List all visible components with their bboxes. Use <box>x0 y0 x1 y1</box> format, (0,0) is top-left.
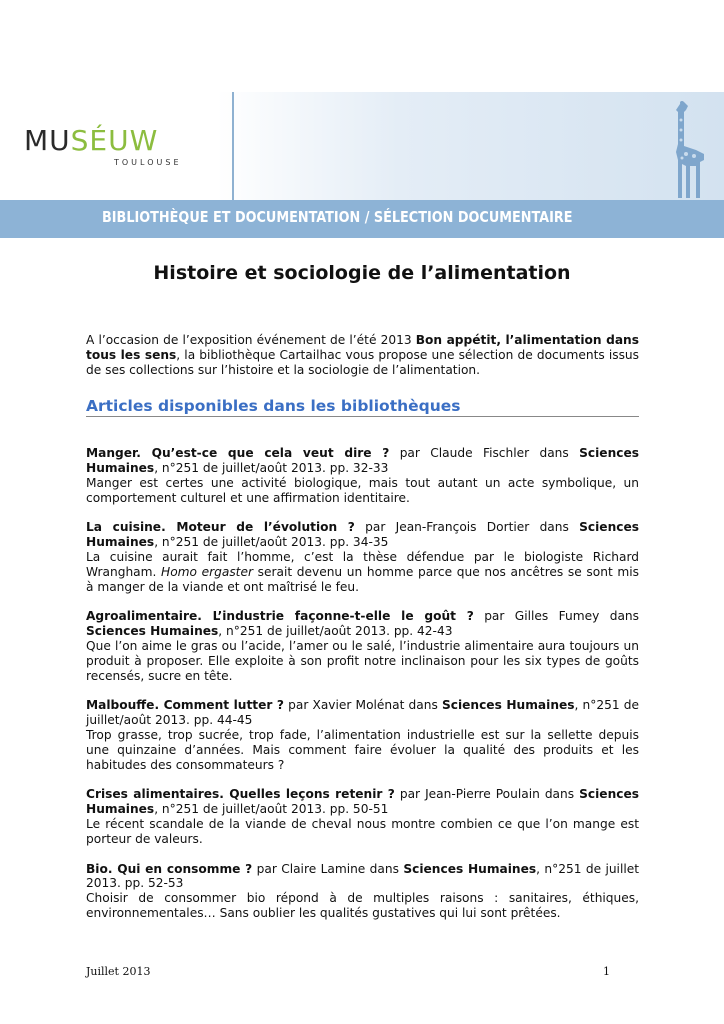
article-journal: Sciences Humaines <box>86 446 639 475</box>
intro-paragraph <box>86 333 639 377</box>
article-author: par Xavier Molénat dans <box>283 698 442 713</box>
article-author: par Gilles Fumey dans <box>473 609 639 624</box>
article-reference: , n°251 de juillet/août 2013. pp. 50-51 <box>154 802 389 817</box>
intro-text-1: A l’occasion de l’exposition événement de l’été 2013 <box>86 333 416 347</box>
article-journal: Sciences Humaines <box>403 861 537 876</box>
article-reference: , n°251 de juillet/août 2013. pp. 32-33 <box>154 460 389 475</box>
article-description-italic: Homo ergaster <box>161 564 253 579</box>
article-title: Malbouffe. Comment lutter ? <box>86 698 284 713</box>
logo-subtitle: TOULOUSE <box>114 158 182 167</box>
page-title: Histoire et sociologie de l’alimentation <box>153 262 571 284</box>
article-item <box>86 609 639 683</box>
page-number: 1 <box>603 965 610 978</box>
article-list <box>86 446 639 921</box>
intro-exhibition-title: Bon appétit, l’alimentation dans tous les sens <box>86 333 639 362</box>
article-item <box>86 520 639 594</box>
article-description-end: serait devenu un homme parce que nos ancêtres se sont mis à manger de la viande et ont maîtrisé le feu. <box>86 564 639 594</box>
article-description: Trop grasse, trop sucrée, trop fade, l’alimentation industrielle est sur la sellette depuis une quinzaine d’années. Mais comment faire évoluer la qualité des produits et les habitudes des consommateurs ? <box>86 727 639 772</box>
footer-date: Juillet 2013 <box>86 965 151 978</box>
article-description: Le récent scandale de la viande de cheval nous montre combien ce que l’on mange est porteur de valeurs. <box>86 816 639 846</box>
article-title: Manger. Qu’est-ce que cela veut dire ? <box>86 446 390 461</box>
article-title: Crises alimentaires. Quelles leçons retenir ? <box>86 787 395 802</box>
article-reference: , n°251 de juillet/août 2013. pp. 34-35 <box>154 535 389 550</box>
article-description: Choisir de consommer bio répond à de multiples raisons : sanitaires, éthiques, environnementales… Sans oublier les qualités gustatives qui lui sont prêtées. <box>86 891 639 920</box>
article-journal: Sciences Humaines <box>86 520 639 550</box>
section-heading: Articles disponibles dans les bibliothèques <box>86 399 639 417</box>
giraffe-icon <box>666 100 710 200</box>
document-body <box>86 333 639 936</box>
article-item <box>86 787 639 846</box>
article-description: Manger est certes une activité biologique, mais tout autant un acte symbolique, un comportement culturel et une affirmation identitaire. <box>86 475 639 505</box>
header-divider <box>232 92 234 200</box>
article-author: par Jean-François Dortier dans <box>354 520 580 535</box>
logo-wordmark-part-2: SÉUW <box>70 124 159 157</box>
article-title: La cuisine. Moteur de l’évolution ? <box>86 520 355 535</box>
article-author: par Claude Fischler dans <box>389 446 580 461</box>
article-reference: , n°251 de juillet/août 2013. pp. 44-45 <box>86 698 639 728</box>
article-author: par Claire Lamine dans <box>252 861 404 876</box>
logo-wordmark <box>24 124 158 157</box>
article-author: par Jean-Pierre Poulain dans <box>394 787 580 802</box>
intro-text-2: , la bibliothèque Cartailhac vous propose une sélection de documents issus de ses collections sur l’histoire et la sociologie de l’alimentation. <box>86 347 639 377</box>
article-journal: Sciences Humaines <box>441 698 575 713</box>
museum-logo[interactable] <box>24 124 204 174</box>
article-item <box>86 698 639 772</box>
article-item <box>86 446 639 505</box>
band-title: BIBLIOTHÈQUE ET DOCUMENTATION / SÉLECTION DOCUMENTAIRE <box>102 208 573 226</box>
article-title: Bio. Qui en consomme ? <box>86 861 253 876</box>
article-description: Que l’on aime le gras ou l’acide, l’amer ou le salé, l’industrie alimentaire aura toujours un produit à proposer. Elle exploite à son profit notre inclinaison pour les six types de goûts recensés, sucre en tête. <box>86 638 639 683</box>
article-title: Agroalimentaire. L’industrie façonne-t-elle le goût ? <box>86 609 474 624</box>
article-reference: , n°251 de juillet/août 2013. pp. 42-43 <box>218 624 453 639</box>
article-reference: , n°251 de juillet 2013. pp. 52-53 <box>86 861 639 891</box>
logo-wordmark-part-1: MU <box>24 124 71 157</box>
article-journal: Sciences Humaines <box>86 624 219 639</box>
article-journal: Sciences Humaines <box>86 787 639 817</box>
article-description: La cuisine aurait fait l’homme, c’est la thèse défendue par le biologiste Richard Wrangham. <box>86 549 639 579</box>
article-item <box>86 862 639 921</box>
